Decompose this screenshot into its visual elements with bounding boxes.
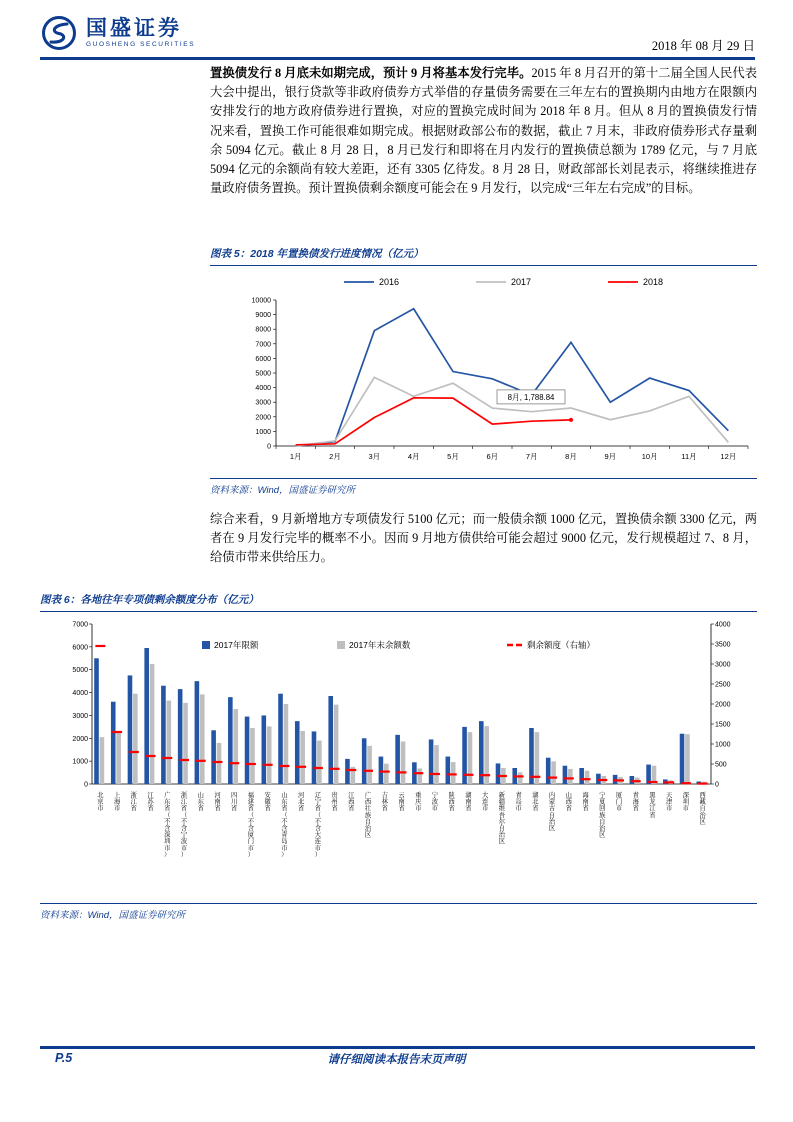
y-axis-tick-label: 9000 xyxy=(255,312,271,320)
bar-limit xyxy=(228,697,233,784)
bar-balance xyxy=(367,746,372,784)
category-label: 深圳市 xyxy=(682,792,690,813)
bar-limit xyxy=(328,696,333,784)
category-label: 四川省 xyxy=(231,792,238,813)
y-axis-tick-label: 4000 xyxy=(255,385,271,393)
bar-limit xyxy=(496,763,501,784)
bar-limit xyxy=(178,689,183,784)
x-axis-tick-label: 9月 xyxy=(604,452,617,461)
category-label: 厦门市 xyxy=(615,792,623,813)
annotated-point xyxy=(569,418,573,422)
right-axis-tick-label: 500 xyxy=(715,761,727,769)
bar-limit xyxy=(630,776,635,784)
category-label: 西藏自治区 xyxy=(699,792,706,826)
category-label: 山西省 xyxy=(565,792,572,813)
x-axis-tick-label: 4月 xyxy=(407,452,420,461)
right-axis-tick-label: 3500 xyxy=(715,641,731,649)
category-label: 云南省 xyxy=(398,792,405,813)
bar-balance xyxy=(568,769,573,784)
category-label: 天津市 xyxy=(666,792,673,813)
bar-limit xyxy=(278,694,283,784)
x-axis-tick-label: 5月 xyxy=(447,452,459,461)
bar-balance xyxy=(250,728,255,784)
x-axis-tick-label: 12月 xyxy=(720,452,737,461)
right-axis-tick-label: 0 xyxy=(715,781,719,789)
category-label: 青海省 xyxy=(632,792,639,813)
y-axis-tick-label: 1000 xyxy=(255,428,271,436)
bar-limit xyxy=(245,717,250,784)
bar-limit xyxy=(546,758,551,784)
brand-name: 国盛证券 xyxy=(86,16,182,40)
bar-balance xyxy=(116,731,121,784)
category-label: 吉林省 xyxy=(381,792,388,813)
left-axis-tick-label: 3000 xyxy=(72,712,88,720)
x-axis-tick-label: 8月 xyxy=(565,452,577,461)
bar-balance xyxy=(200,694,205,784)
y-axis-tick-label: 10000 xyxy=(251,297,271,305)
footer-divider xyxy=(40,1046,755,1049)
page-number: P.5 xyxy=(55,1051,73,1065)
y-axis-tick-label: 5000 xyxy=(255,370,271,378)
bar-limit xyxy=(111,702,116,784)
left-axis-tick-label: 7000 xyxy=(72,621,88,629)
category-label: 黑龙江省 xyxy=(649,792,656,819)
bar-balance xyxy=(401,741,406,784)
y-axis-tick-label: 2000 xyxy=(255,414,271,422)
category-label: 重庆市 xyxy=(415,792,422,813)
bar-balance xyxy=(417,768,422,784)
category-label: 浙江省 xyxy=(130,792,137,813)
bar-limit xyxy=(211,730,216,784)
legend-label: 剩余额度（右轴） xyxy=(527,640,596,650)
bar-limit xyxy=(295,721,300,784)
right-axis-tick-label: 1000 xyxy=(715,741,731,749)
annotation-label: 8月, 1,788.84 xyxy=(507,392,555,402)
x-axis-tick-label: 11月 xyxy=(681,452,697,461)
bar-balance xyxy=(233,709,238,784)
bar-balance xyxy=(384,764,389,784)
category-label: 江西省 xyxy=(348,792,355,813)
category-label: 山东省 xyxy=(197,792,204,813)
bar-balance xyxy=(100,737,105,784)
category-label: 湖北省 xyxy=(532,792,539,813)
category-label: 上海市 xyxy=(113,792,121,813)
figure5-source: 资料来源：Wind，国盛证券研究所 xyxy=(210,478,757,496)
left-axis-tick-label: 0 xyxy=(84,781,88,789)
bar-limit xyxy=(395,735,400,784)
right-axis-tick-label: 1500 xyxy=(715,721,731,729)
bar-limit xyxy=(144,648,149,784)
category-label: 青岛市 xyxy=(515,792,522,813)
left-axis-tick-label: 2000 xyxy=(72,735,88,743)
figure5-caption: 图表 5：2018 年置换债发行进度情况（亿元） xyxy=(210,246,757,266)
category-label: 湖南省 xyxy=(465,792,472,813)
category-label: 江苏省 xyxy=(147,792,154,813)
category-label: 福建省（不含厦门市） xyxy=(247,792,255,859)
header-divider xyxy=(40,57,755,60)
figure6-source: 资料来源：Wind，国盛证券研究所 xyxy=(40,903,757,921)
legend-swatch xyxy=(202,641,210,649)
left-axis-tick-label: 5000 xyxy=(72,667,88,675)
category-label: 大连市 xyxy=(482,792,489,813)
category-label: 山东省（不含青岛市） xyxy=(281,792,288,859)
bar-balance xyxy=(434,745,439,784)
x-axis-tick-label: 6月 xyxy=(486,452,499,461)
category-label: 浙江省（不含宁波市） xyxy=(180,792,188,859)
category-label: 内蒙古自治区 xyxy=(548,792,556,832)
bar-limit xyxy=(680,734,685,784)
bar-limit xyxy=(195,681,200,784)
paragraph-lead-bold: 置换债发行 8 月底未如期完成，预计 9 月将基本发行完毕。 xyxy=(210,66,532,80)
bar-limit xyxy=(312,731,317,784)
left-axis-tick-label: 6000 xyxy=(72,644,88,652)
left-axis-tick-label: 4000 xyxy=(72,690,88,698)
category-label: 宁夏回族自治区 xyxy=(599,792,606,839)
y-axis-tick-label: 3000 xyxy=(255,399,271,407)
bar-balance xyxy=(334,705,339,784)
bar-balance xyxy=(284,704,289,784)
bar-limit xyxy=(94,658,99,784)
bar-balance xyxy=(133,694,138,784)
report-date: 2018 年 08 月 29 日 xyxy=(651,39,755,53)
bar-limit xyxy=(128,675,133,784)
bar-limit xyxy=(446,757,451,784)
brand-subtitle: GUOSHENG SECURITIES xyxy=(86,40,196,48)
bar-balance xyxy=(267,726,272,784)
figure6-caption: 图表 6：各地往年专项债剩余额度分布（亿元） xyxy=(40,592,757,612)
category-label: 海南省 xyxy=(582,792,589,813)
category-label: 广东省（不含深圳市） xyxy=(164,792,171,859)
legend-label-2018: 2018 xyxy=(643,277,664,287)
legend-label: 2017年末余额数 xyxy=(349,640,411,650)
left-axis-tick-label: 1000 xyxy=(72,758,88,766)
y-axis-tick-label: 7000 xyxy=(255,341,271,349)
category-label: 河北省 xyxy=(297,792,305,813)
x-axis-tick-label: 2月 xyxy=(329,452,341,461)
bar-limit xyxy=(345,759,350,784)
category-label: 宁波市 xyxy=(431,792,439,813)
category-label: 新疆维吾尔自治区 xyxy=(498,792,506,846)
bar-balance xyxy=(167,701,172,784)
legend-label: 2017年限额 xyxy=(214,640,259,650)
right-axis-tick-label: 4000 xyxy=(715,621,731,629)
bar-balance xyxy=(518,772,523,784)
figure5-chart-svg xyxy=(236,270,756,470)
bar-balance xyxy=(300,731,305,784)
x-axis-tick-label: 10月 xyxy=(641,452,658,461)
paragraph-lead-rest: 2015 年 8 月召开的第十二届全国人民代表大会中提出，银行贷款等非政府债券方式举借的存量债务需要在三年左右的置换期内由地方在限额内安排发行的地方政府债券进行置换，对应的置换完成时间为 2018 年 8 月。但从 8 月的置换债发行情况来看，置换工作可能很难如期完成。根据财政部公布的数据，截止 7 月末，非政府债券形式存量剩余 5094 亿元。截止 8 月 28 日，8 月已发行和即将在月内发行的置换债总额为 1789 亿元，与 7 月底 5094 亿元的余额尚有较大差距，还有 3305 亿待发。8 月 28 日，财政部部长刘昆表示，将继续推进存量政府债务置换。预计置换债剩余额度可能会在 9 月发行，以完成“三年左右完成”的目标。 xyxy=(210,66,757,196)
category-label: 北京市 xyxy=(97,792,104,813)
bar-limit xyxy=(579,768,584,784)
bar-limit xyxy=(379,757,384,784)
legend-label-2017: 2017 xyxy=(511,277,532,287)
bar-balance xyxy=(217,743,222,784)
x-axis-tick-label: 3月 xyxy=(368,452,381,461)
header-logo xyxy=(40,14,195,52)
x-axis-tick-label: 7月 xyxy=(525,452,538,461)
figure6-chart-svg xyxy=(52,614,757,914)
line-series-2016 xyxy=(296,309,729,446)
right-axis-tick-label: 3000 xyxy=(715,661,731,669)
bar-balance xyxy=(585,771,590,784)
footer-disclaimer: 请仔细阅读本报告末页声明 xyxy=(327,1054,466,1066)
bar-balance xyxy=(468,732,473,784)
category-label: 陕西省 xyxy=(448,792,455,813)
bar-balance xyxy=(150,664,155,784)
bar-limit xyxy=(261,715,266,784)
y-axis-tick-label: 8000 xyxy=(255,326,271,334)
x-axis-tick-label: 1月 xyxy=(289,452,302,461)
y-axis-tick-label: 0 xyxy=(267,443,271,451)
category-label: 贵州省 xyxy=(331,792,338,813)
bar-limit xyxy=(563,766,568,784)
bar-limit xyxy=(429,739,434,784)
bar-balance xyxy=(551,761,556,784)
guosheng-logo-icon xyxy=(40,14,78,52)
right-axis-tick-label: 2000 xyxy=(715,701,731,709)
bar-balance xyxy=(317,741,322,784)
right-axis-tick-label: 2500 xyxy=(715,681,731,689)
paragraph-outlook: 综合来看，9 月新增地方专项债发行 5100 亿元；而一般债余额 1000 亿元，置换债余额 3300 亿元，两者在 9 月发行完毕的概率不小。因而 9 月地方债供给可能会超过 9000 亿元，发行规模超过 7、8 月，给债市带来供给压力。 xyxy=(210,512,757,565)
bar-balance xyxy=(183,703,188,784)
bar-limit xyxy=(596,774,601,784)
category-label: 辽宁省（不含大连市） xyxy=(314,792,321,859)
figure5-chart xyxy=(236,270,756,470)
y-axis-tick-label: 6000 xyxy=(255,355,271,363)
bar-limit xyxy=(529,728,534,784)
bar-balance xyxy=(451,762,456,784)
figure6-chart xyxy=(52,614,757,914)
category-label: 安徽省 xyxy=(264,792,271,813)
category-label: 广西壮族自治区 xyxy=(364,792,372,839)
legend-swatch xyxy=(337,641,345,649)
category-label: 河南省 xyxy=(214,792,221,813)
bar-limit xyxy=(362,738,367,784)
bar-balance xyxy=(685,734,690,784)
legend-label-2016: 2016 xyxy=(379,277,400,287)
paragraph-summary xyxy=(210,64,757,198)
bar-limit xyxy=(161,686,166,784)
